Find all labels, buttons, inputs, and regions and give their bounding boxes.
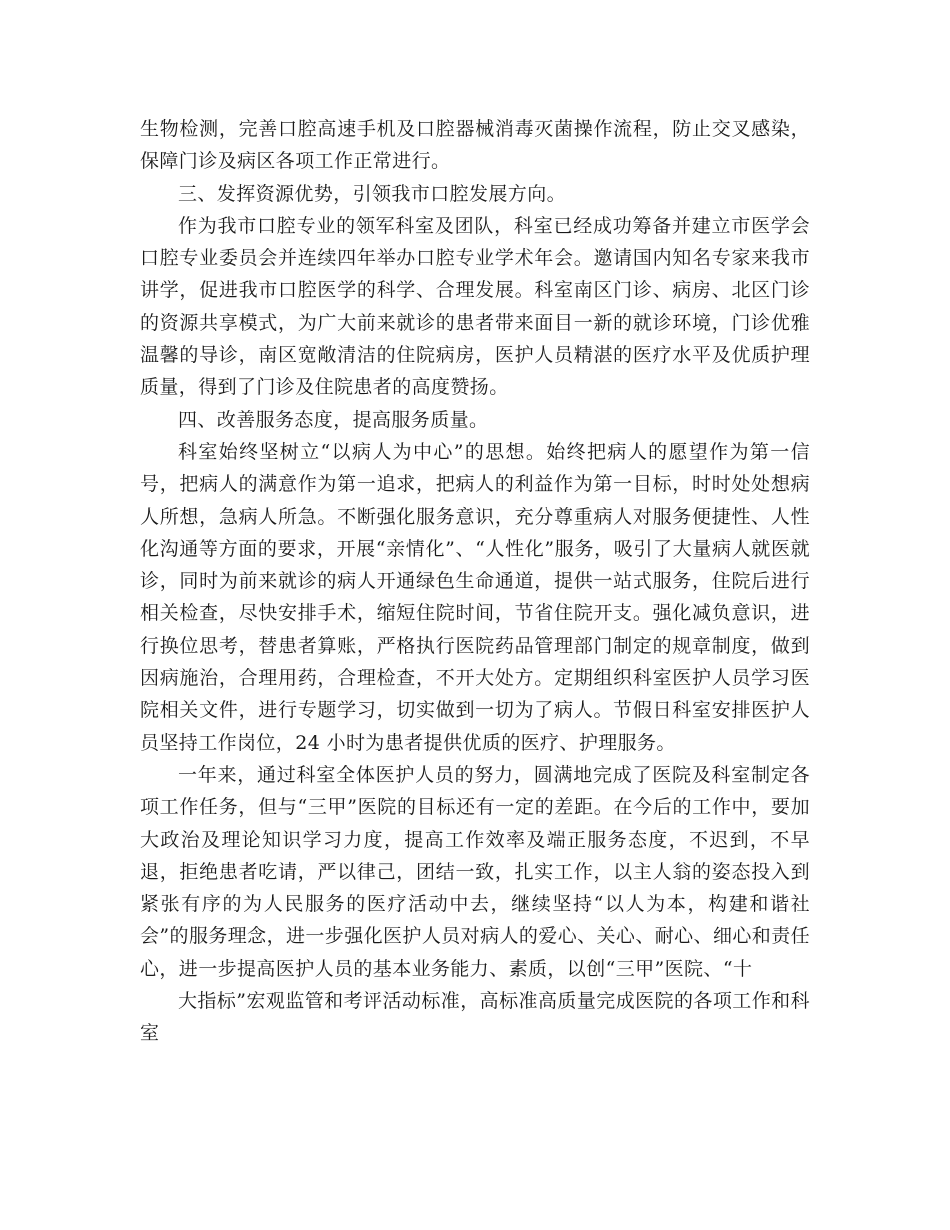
document-page <box>140 113 810 1050</box>
paragraph-continuation: 生物检测，完善口腔高速手机及口腔器械消毒灭菌操作流程，防止交叉感染，保障门诊及病区各项工作正常进行。 <box>140 118 810 173</box>
paragraph-service: 科室始终坚树立“以病人为中心”的思想。始终把病人的愿望作为第一信号，把病人的满意作为第一追求，把病人的利益作为第一目标，时时处处想病人所想，急病人所急。不断强化服务意识，充分尊重病人对服务便捷性、人性化沟通等方面的要求，开展“亲情化”、“人性化”服务，吸引了大量病人就医就诊，同时为前来就诊的病人开通绿色生命通道，提供一站式服务，住院后进行相关检查，尽快安排手术，缩短住院时间，节省住院开支。强化减负意识，进行换位思考，替患者算账，严格执行医院药品管理部门制定的规章制度，做到因病施治，合理用药，合理检查，不开大处方。定期组织科室医护人员学习医院相关文件，进行专题学习，切实做到一切为了病人。节假日科室安排医护人员坚持工作岗位，24 小时为患者提供优质的医疗、护理服务。 <box>140 440 810 754</box>
paragraph-resources: 作为我市口腔专业的领军科室及团队，科室已经成功筹备并建立市医学会口腔专业委员会并连续四年举办口腔专业学术年会。邀请国内知名专家来我市讲学，促进我市口腔医学的科学、合理发展。科室南区门诊、病房、北区门诊的资源共享模式，为广大前来就诊的患者带来面目一新的就诊环境，门诊优雅温馨的导诊，南区宽敞清洁的住院病房，医护人员精湛的医疗水平及优质护理质量，得到了门诊及住院患者的高度赞扬。 <box>140 214 810 399</box>
paragraph-summary: 一年来，通过科室全体医护人员的努力，圆满地完成了医院及科室制定各项工作任务，但与“三甲”医院的目标还有一定的差距。在今后的工作中，要加大政治及理论知识学习力度，提高工作效率及端正服务态度，不迟到，不早退，拒绝患者吃请，严以律己，团结一致，扎实工作，以主人翁的姿态投入到紧张有序的为人民服务的医疗活动中去，继续坚持“以人为本，构建和谐社会”的服务理念，进一步强化医护人员对病人的爱心、关心、耐心、细心和责任心，进一步提高医护人员的基本业务能力、素质，以创“三甲”医院、“十 <box>140 763 810 980</box>
section-heading-three: 三、发挥资源优势，引领我市口腔发展方向。 <box>178 182 567 205</box>
paragraph-tail: 大指标”宏观监管和考评活动标准，高标准高质量完成医院的各项工作和科室 <box>140 990 810 1045</box>
section-heading-four: 四、改善服务态度，提高服务质量。 <box>178 408 489 431</box>
